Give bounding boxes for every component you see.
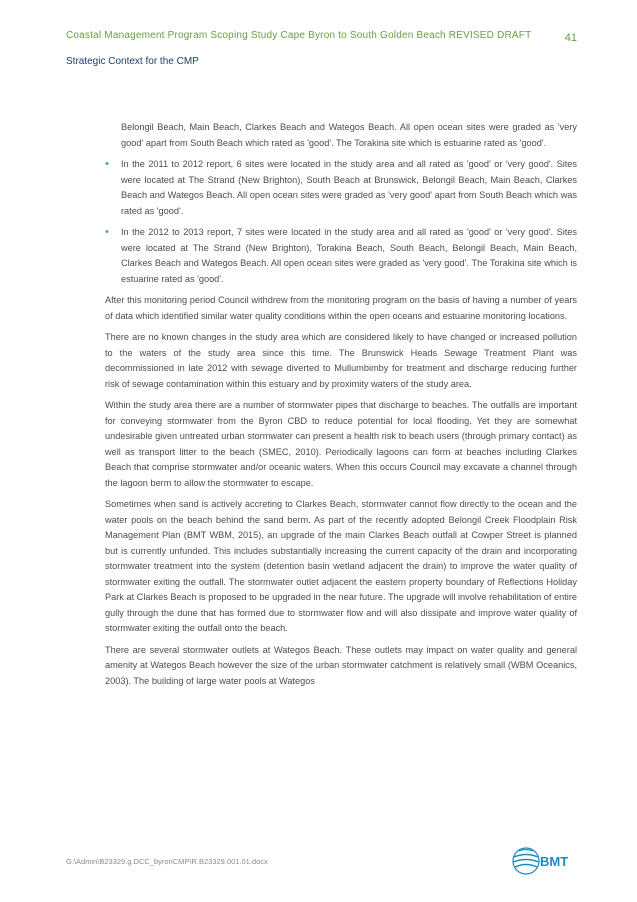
section-title: Strategic Context for the CMP (66, 56, 199, 67)
logo-text: BMT (540, 854, 569, 869)
bullet-list (105, 120, 577, 287)
list-item-text: In the 2011 to 2012 report, 6 sites were located in the study area and all rated as 'good' or 'very good'. Sites were located at The Strand (New Brighton), South Beach at Brunswick, Belongil Beach, Main Beach, Clarkes Beach and Wategos Beach. All open ocean sites were graded as 'very good' apart from South Beach which was rated as 'good'. (121, 159, 577, 216)
list-item (105, 157, 577, 219)
page-number: 41 (564, 32, 577, 44)
paragraph: There are no known changes in the study area which are considered likely to have changed or increased pollution to the waters of the study area since this time. The Brunswick Heads Sewage Treatment Plant was decommissioned in late 2012 with sewage diverted to Mullumbimby for treatment and discharge reducing further risk of sewage contamination within this estuary and by proximity waters of the study area. (105, 332, 577, 389)
paragraph: Sometimes when sand is actively accreting to Clarkes Beach, stormwater cannot flow directly to the ocean and the water pools on the beach behind the sand berm. As part of the recently adopted Belongil Creek Floodplain Risk Management Plan (BMT WBM, 2015), an upgrade of the main Clarkes Beach outfall at Cowper Street is planned but is currently unfunded. This includes substantially increasing the current capacity of the drain and incorporating stormwater treatment into the system (detention basin wetland adjacent the drain) to improve the water quality of stormwater exiting the outfall. The stormwater outlet adjacent the eastern property boundary of Reflections Holiday Park at Clarkes Beach is proposed to be upgraded in the near future. The upgrade will involve rehabilitation of entire gully through the dune that has formed due to stormwater flow and will also dissipate and improve water quality of stormwater exiting the outfall onto the beach. (105, 499, 577, 633)
paragraph: Within the study area there are a number of stormwater pipes that discharge to beaches. The outfalls are important for conveying stormwater from the Byron CBD to reduce potential for local flooding. Yet they are somewhat undesirable given untreated urban stormwater can present a health risk to beach users (through primary contact) as well as transport litter to the beach (SMEC, 2010). Periodically lagoons can form at beaches including Clarkes Beach that comprise stormwater and/or oceanic waters. When this occurs Council may excavate a channel through the lagoon berm to allow the stormwater to escape. (105, 400, 577, 488)
list-item (105, 225, 577, 287)
bmt-logo (510, 843, 576, 879)
document-title: Coastal Management Program Scoping Study Cape Byron to South Golden Beach REVISED DRAFT (66, 30, 532, 41)
list-item-text: In the 2012 to 2013 report, 7 sites were located in the study area and all rated as 'good' or 'very good'. Sites were located at The Strand (New Brighton), Torakina Beach, South Beach, Belongil Beach, Main Beach, Clarkes Beach and Wategos Beach. All open ocean sites were graded as 'very good'. The Torakina site which is estuarine rated as 'good'. (121, 227, 577, 284)
bullet-icon: • (105, 158, 109, 170)
globe-icon (513, 848, 539, 874)
paragraph: There are several stormwater outlets at Wategos Beach. These outlets may impact on water quality and general amenity at Wategos Beach however the size of the urban stormwater catchment is relatively small (WBM Oceanics, 2003). The building of large water pools at Wategos (105, 644, 577, 686)
bullet-icon: • (105, 226, 109, 238)
list-item-text: Belongil Beach, Main Beach, Clarkes Beach and Wategos Beach. All open ocean sites were graded as 'very good' apart from South Beach which rated as 'good'. The Torakina site which is estuarine rated as 'good'. (121, 122, 577, 148)
document-body (105, 120, 577, 695)
list-item (105, 120, 577, 151)
footer-file-path: G:\Admin\B23329.g.DCC_byronCMP\R.B23329.001.01.docx (66, 857, 268, 866)
paragraph: After this monitoring period Council withdrew from the monitoring program on the basis of having a number of years of data which identified similar water quality conditions within the open oceans and estuarine monitoring locations. (105, 295, 577, 321)
